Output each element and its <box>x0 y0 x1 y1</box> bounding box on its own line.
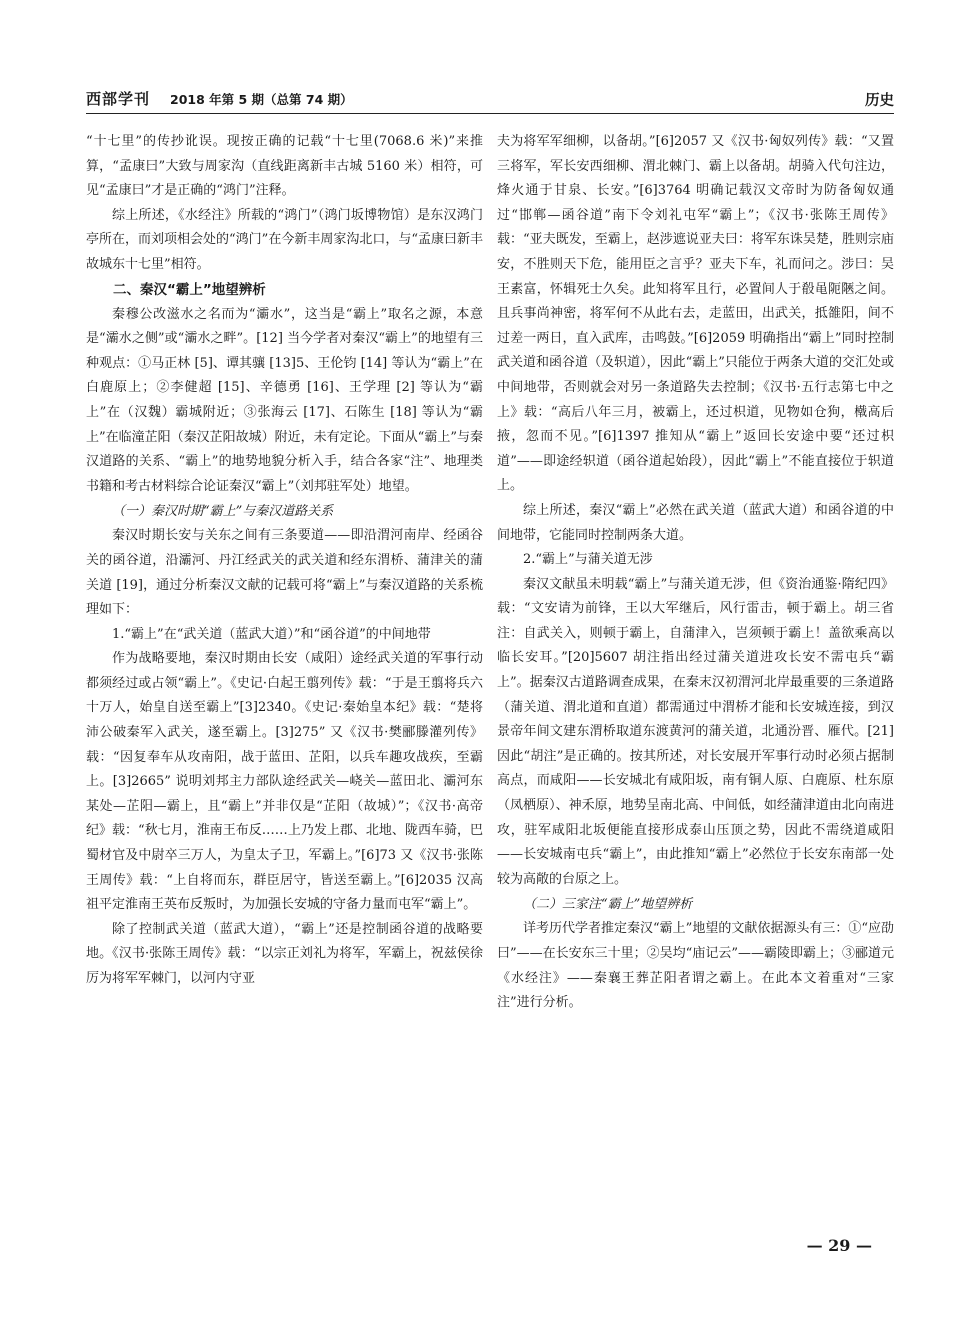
paragraph: 综上所述，《水经注》所载的“鸿门”（鸿门坂博物馆）是东汉鸿门亭所在，而刘项相会处的“鸿门”在今新丰周家沟北口，与“孟康曰新丰故城东十七里”相符。 <box>86 207 483 272</box>
subsection-heading: （二）三家注“霸上”地望辨析 <box>523 897 693 913</box>
subsection-heading: （一）秦汉时期“霸上”与秦汉道路关系 <box>112 504 334 520</box>
paragraph: 秦汉文献虽未明载“霸上”与蒲关道无涉，但《资治通鉴·隋纪四》载：“文安请为前锋，王以大军继后，风行雷击，顿于霸上。胡三省注：自武关入，则顿于霸上，自蒲津入，岂须顿于霸上！盖欲乘高以临长安耳。”[20]5607 胡注指出经过蒲关道进攻长安不需屯兵“霸上”。据秦汉古道路调查成果，在秦末汉初渭河北岸最重要的三条道路（蒲关道、渭北道和直道）都需通过中渭桥才能和长安城连接，到汉景帝年间文建东渭桥取道东渡黄河的蒲关道，北通汾晋、雁代。[21] 因此“胡注”是正确的。按其所述，对长安展开军事行动时必须占据制高点，而咸阳——长安城北有咸阳坂，南有铜人原、白鹿原、杜东原（凤栖原）、神禾原，地势呈南北高、中间低，如经蒲津道由北向南进攻，驻军咸阳北坂便能直接形成泰山压顶之势，因此不需绕道咸阳——长安城南屯兵“霸上”，由此推知“霸上”必然位于长安东南部一处较为高敞的台原之上。 <box>497 576 894 887</box>
right-column <box>497 130 894 1016</box>
page-number: — 29 — <box>806 1236 872 1255</box>
paragraph: 秦汉时期长安与关东之间有三条要道——即沿渭河南岸、经函谷关的函谷道，沿灞河、丹江经武关的武关道和经东渭桥、蒲津关的蒲关道 [19]，通过分析秦汉文献的记载可将“霸上”与秦汉道路的关系梳理如下： <box>86 528 483 618</box>
paragraph: 作为战略要地，秦汉时期由长安（咸阳）途经武关道的军事行动都须经过或占领“霸上”。《史记·白起王翦列传》载：“于是王翦将兵六十万人，始皇自送至霸上”[3]2340。《史记·秦始皇本纪》载：“楚将沛公破秦军入武关，遂至霸上。[3]275” 又《汉书·樊郦滕灌列传》载：“因复奉车从攻南阳，战于蓝田、芷阳，以兵车趣攻战疾，至霸上。[3]2665” 说明刘邦主力部队途经武关—峣关—蓝田北、灞河东某处—芷阳—霸上，且“霸上”并非仅是“芷阳（故城）”；《汉书·高帝纪》载：“秋七月，淮南王布反……上乃发上郡、北地、陇西车骑，巴蜀材官及中尉卒三万人，为皇太子卫，军霸上。”[6]73 又《汉书·张陈王周传》载：“上自将而东，群臣居守，皆送至霸上。”[6]2035 汉高祖平定淮南王英布反叛时，为加强长安城的守备力量而屯军“霸上”。 <box>86 651 483 913</box>
left-column <box>86 130 483 992</box>
journal-logo: 西部学刊 <box>86 90 151 108</box>
paragraph: 除了控制武关道（蓝武大道），“霸上”还是控制函谷道的战略要地。《汉书·张陈王周传》载：“以宗正刘礼为将军，军霸上，祝兹侯徐厉为将军军棘门，以河内守亚 <box>86 921 483 986</box>
paragraph: 夫为将军军细柳，以备胡。”[6]2057 又《汉书·匈奴列传》载：“又置三将军，军长安西细柳、渭北棘门、霸上以备胡。胡骑入代句注边，烽火通于甘泉、长安。”[6]3764 明确记载汉文帝时为防备匈奴通过“邯郸—函谷道”南下令刘礼屯军“霸上”；《汉书·张陈王周传》载：“亚夫既发，至霸上，赵涉遮说亚夫曰：将军东诛吴楚，胜则宗庙安，不胜则天下危，能用臣之言乎？亚夫下车，礼而问之。涉曰：吴王素富，怀辑死士久矣。此知将军且行，必置间人于殽黾阨陿之间。且兵事尚神密，将军何不从此右去，走蓝田，出武关，抵雒阳，间不过差一两日，直入武库，击鸣鼓。”[6]2059 明确指出“霸上”同时控制武关道和函谷道（及轵道），因此“霸上”只能位于两条大道的交汇处或中间地带，否则就会对另一条道路失去控制；《汉书·五行志第七中之上》载：“高后八年三月，被霸上，还过枳道，见物如仓狗，橶高后掖，忽而不见。”[6]1397 推知从“霸上”返回长安途中要“还过枳道”——即途经轵道（函谷道起始段），因此“霸上”不能直接位于轵道上。 <box>497 134 894 494</box>
section-label: 历史 <box>865 93 894 109</box>
numbered-heading: 2.“霸上”与蒲关道无涉 <box>523 552 653 568</box>
paragraph: 秦穆公改滋水之名而为“灞水”，这当是“霸上”取名之源，本意是“灞水之侧”或“灞水之畔”。[12] 当今学者对秦汉“霸上”的地望有三种观点：①马正林 [5]、谭其骧 [13]5、王伦钧 [14] 等认为“霸上”在白鹿原上；②李健超 [15]、辛德勇 [16]、王学理 [2] 等认为“霸上”在（汉魏）霸城附近；③张海云 [17]、石陈生 [18] 等认为“霸上”在临潼芷阳（秦汉芷阳故城）附近，未有定论。下面从“霸上”与秦汉道路的关系、“霸上”的地势地貌分析入手，结合各家“注”、地理类书籍和考古材料综合论证秦汉“霸上”（刘邦驻军处）地望。 <box>86 306 483 494</box>
paragraph: 详考历代学者推定秦汉“霸上”地望的文献依据源头有三：①“应劭曰”——在长安东三十里；②吴均“庙记云”——霸陵即霸上；③郦道元《水经注》——秦襄王葬芷阳者谓之霸上。在此本文着重对“三家注”进行分析。 <box>497 921 894 1011</box>
section-heading: 二、秦汉“霸上”地望辨析 <box>113 281 266 298</box>
paragraph: “十七里”的传抄讹误。现按正确的记载“十七里(7068.6 米)”来推算，“孟康曰”大致与周家沟（直线距离新丰古城 5160 米）相符，可见“孟康曰”才是正确的“鸿门”注释。 <box>86 134 483 199</box>
page-header <box>86 86 894 112</box>
paragraph: 综上所述，秦汉“霸上”必然在武关道（蓝武大道）和函谷道的中间地带，它能同时控制两条大道。 <box>497 502 894 543</box>
numbered-heading: 1.“霸上”在“武关道（蓝武大道）”和“函谷道”的中间地带 <box>112 626 431 642</box>
issue-info: 2018 年第 5 期（总第 74 期） <box>170 92 353 107</box>
header-divider <box>86 113 894 114</box>
